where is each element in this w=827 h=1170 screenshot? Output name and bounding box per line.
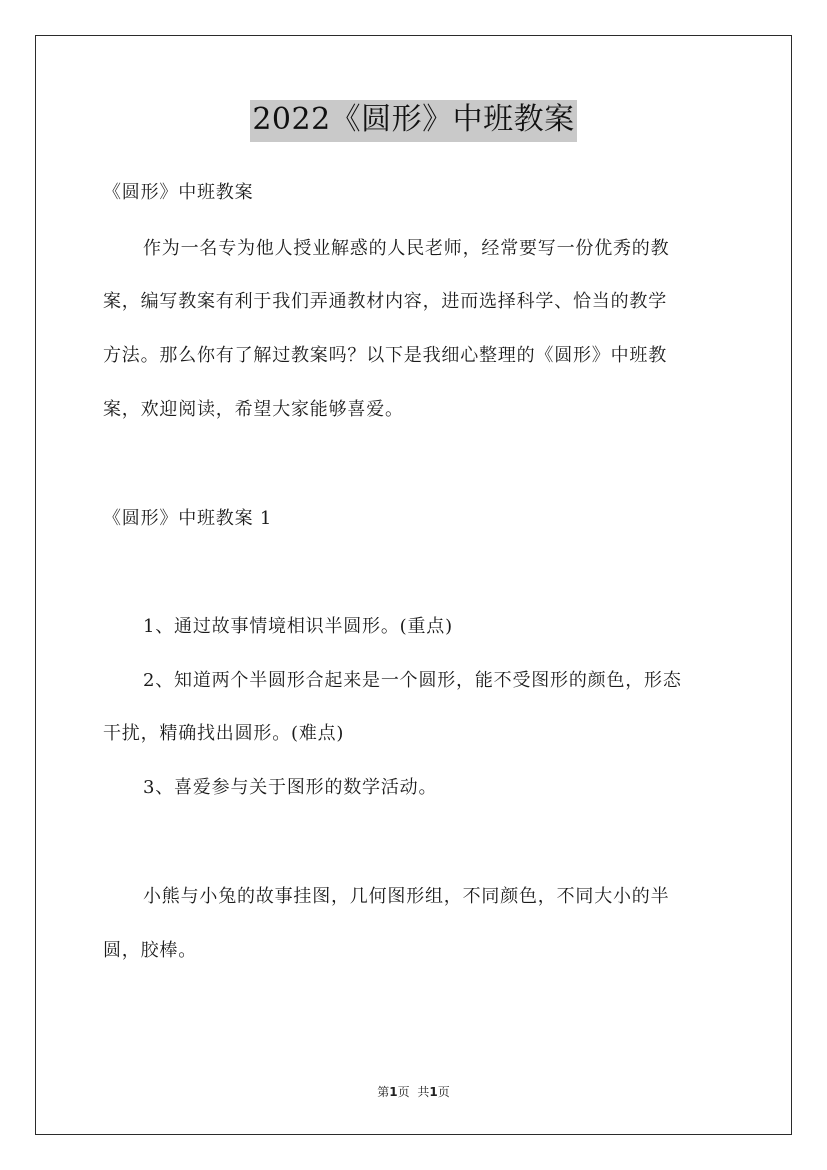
page-footer [0, 1083, 827, 1100]
page-total-prefix: 共 [417, 1085, 430, 1099]
goal-item: 1、通过故事情境相识半圆形。(重点) [143, 616, 453, 637]
page-number-suffix: 页 [397, 1085, 410, 1099]
materials-line: 圆，胶棒。 [103, 940, 197, 961]
title-container [0, 100, 827, 142]
section-heading: 《圆形》中班教案 [103, 182, 254, 203]
goal-item: 3、喜爱参与关于图形的数学活动。 [143, 777, 438, 798]
page-total-suffix: 页 [437, 1085, 450, 1099]
section-heading: 《圆形》中班教案 1 [103, 508, 273, 529]
page-total: 1 [429, 1085, 438, 1099]
document-title: 2022《圆形》中班教案 [250, 100, 576, 142]
paragraph-line: 案，欢迎阅读，希望大家能够喜爱。 [103, 399, 404, 420]
paragraph-line: 作为一名专为他人授业解惑的人民老师，经常要写一份优秀的教 [143, 238, 670, 259]
goal-item: 2、知道两个半圆形合起来是一个圆形，能不受图形的颜色，形态 [143, 670, 682, 691]
goal-item-continuation: 干扰，精确找出圆形。(难点) [103, 723, 345, 744]
paragraph-line: 案，编写教案有利于我们弄通教材内容，进而选择科学、恰当的教学 [103, 291, 667, 312]
materials-line: 小熊与小兔的故事挂图，几何图形组，不同颜色，不同大小的半 [143, 886, 670, 907]
page-number-prefix: 第 [377, 1085, 390, 1099]
paragraph-line: 方法。那么你有了解过教案吗？以下是我细心整理的《圆形》中班教 [103, 345, 667, 366]
page-number: 1 [389, 1085, 398, 1099]
